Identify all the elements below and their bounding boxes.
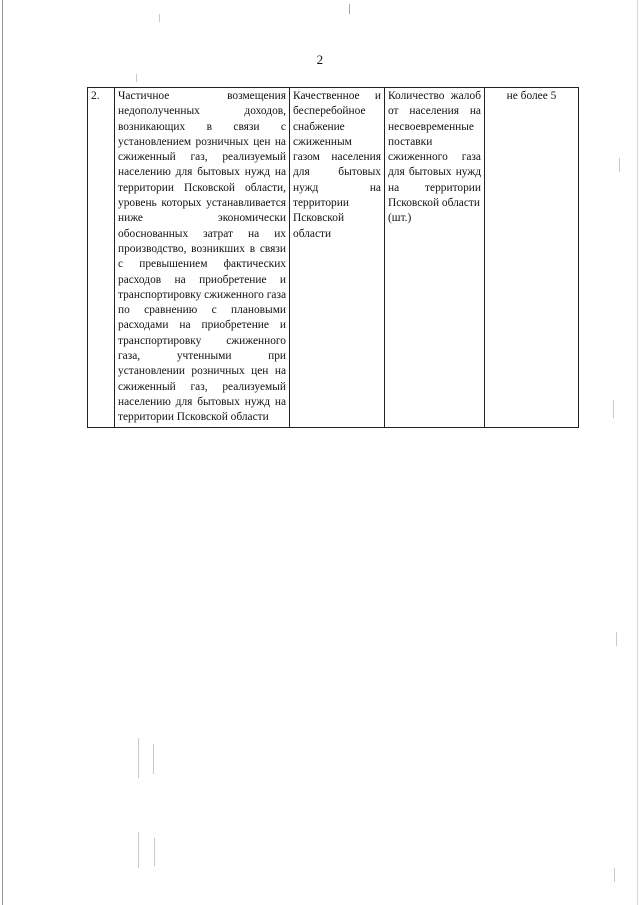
measure-name: Частичное возмещения недополученных доходов, возникающих в связи с установлением розничных цен на сжиженный газ, реализуемый населению для бытовых нужд на территории Псковской области, уровень которых устанавливается ниже экономически обоснованных затрат на их производство, возникших в связи с превышением фактических расходов на приобретение и транспортировку сжиженного газа по сравнению с плановыми расходами на приобретение и транспортировку сжиженного газа, учтенными при установлении розничных цен на сжиженный газ, реализуемый населению для бытовых нужд на территории Псковской области bbox=[118, 90, 287, 424]
scan-artifact bbox=[614, 868, 615, 882]
program-table bbox=[87, 87, 579, 428]
goal-text: Качественное и бесперебойное снабжение сжиженным газом населения для бытовых нужд на территории Псковской области bbox=[293, 90, 381, 240]
scan-artifact bbox=[159, 14, 160, 22]
row-number: 2. bbox=[91, 90, 100, 102]
scan-artifact bbox=[349, 4, 350, 14]
row-number-cell bbox=[88, 88, 115, 428]
indicator-cell bbox=[385, 88, 485, 428]
goal-cell bbox=[290, 88, 385, 428]
table-row bbox=[88, 88, 579, 428]
measure-name-cell bbox=[115, 88, 290, 428]
scan-artifact bbox=[138, 832, 139, 868]
indicator-unit: (шт.) bbox=[388, 212, 412, 225]
target-value-cell bbox=[485, 88, 579, 428]
scan-artifact bbox=[616, 632, 617, 646]
page-number: 2 bbox=[316, 52, 324, 67]
scan-left-edge bbox=[2, 0, 3, 905]
scan-artifact bbox=[613, 400, 614, 418]
scan-artifact bbox=[154, 838, 155, 866]
scan-artifact bbox=[153, 744, 154, 774]
target-value: не более 5 bbox=[506, 90, 557, 102]
scan-artifact bbox=[138, 738, 139, 778]
scan-artifact bbox=[619, 158, 620, 172]
indicator-text: Количество жалоб от населения на несвоевременные поставки сжиженного газа для бытовых нужд на территории Псковской области bbox=[388, 90, 481, 210]
scan-artifact bbox=[136, 74, 137, 82]
scan-right-edge bbox=[637, 0, 638, 905]
